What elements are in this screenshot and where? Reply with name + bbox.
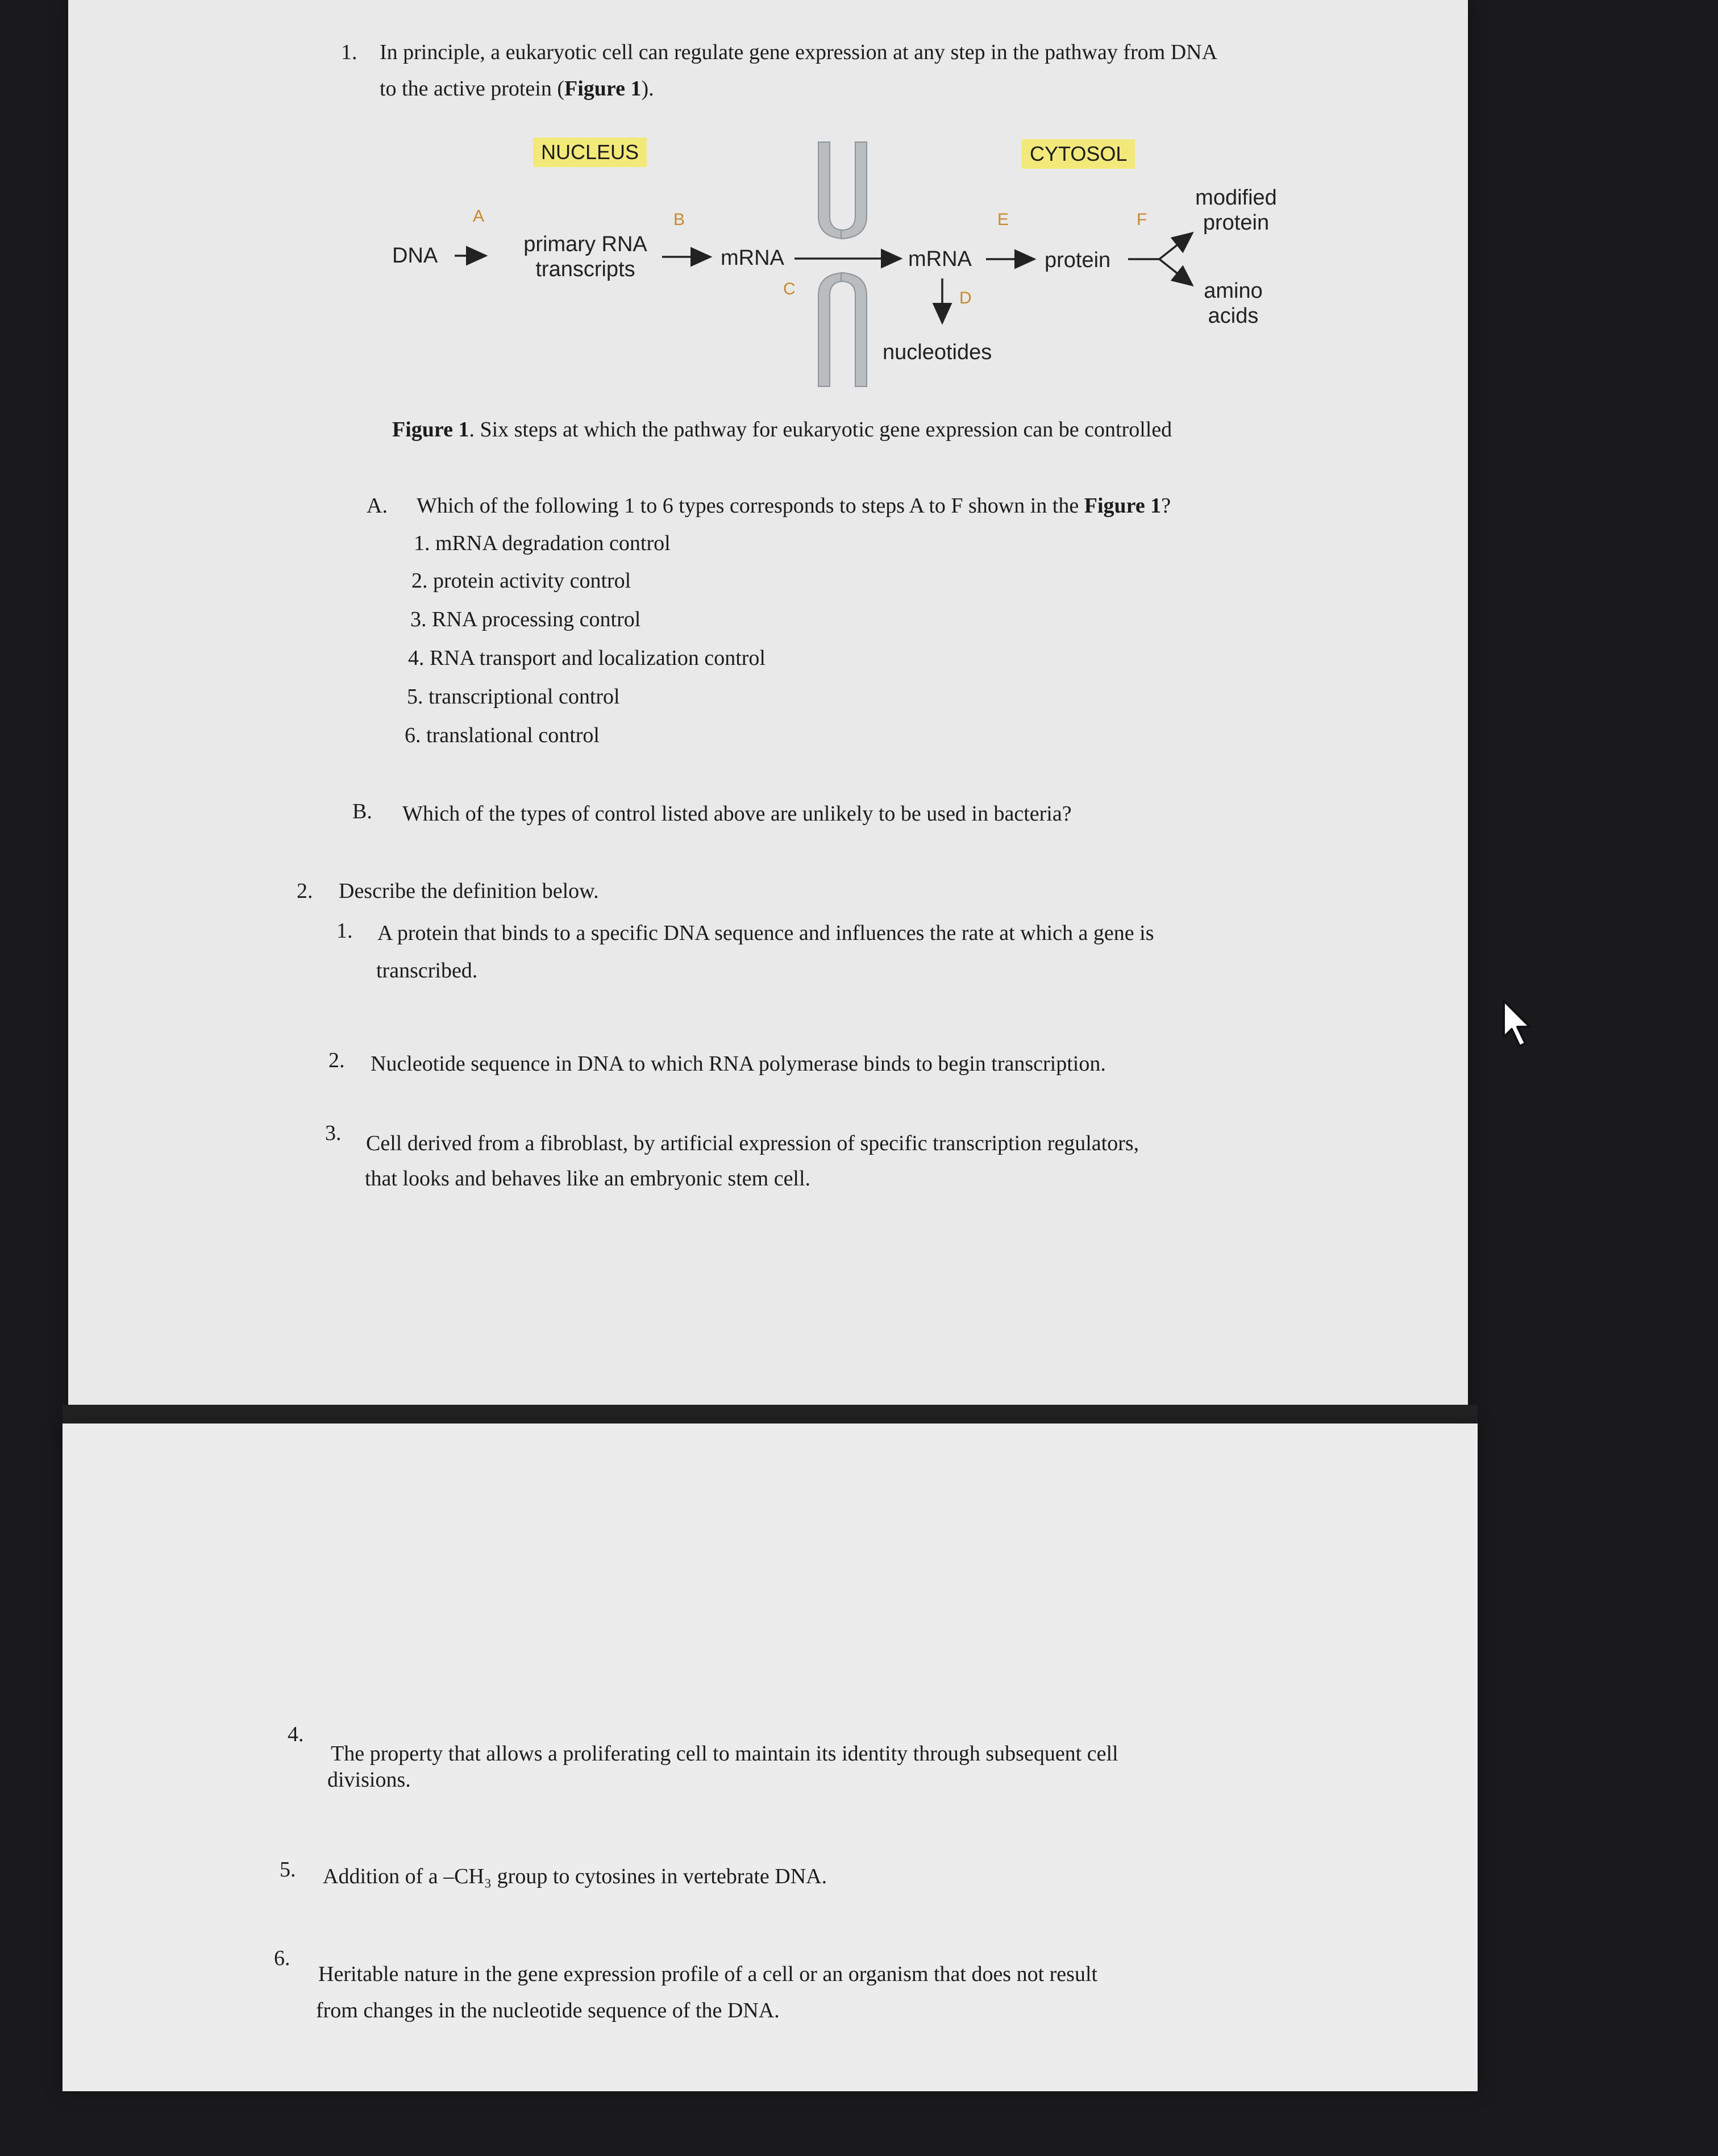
step-f-label: F [1137, 210, 1147, 229]
definition-text-line1: A protein that binds to a specific DNA sequence and influences the rate at which a gene is [377, 921, 1154, 945]
option-item: 5. transcriptional control [407, 685, 620, 709]
definition-text-line1: The property that allows a proliferating cell to maintain its identity through subsequent cell [331, 1742, 1118, 1766]
nucleus-label: NUCLEUS [533, 138, 647, 167]
step-b-label: B [673, 210, 685, 229]
part-a-letter: A. [367, 494, 388, 518]
arrow-to-modified-protein [1159, 233, 1192, 259]
definition-number: 4. [288, 1722, 304, 1746]
definition-text-line1: Nucleotide sequence in DNA to which RNA polymerase binds to begin transcription. [371, 1052, 1106, 1076]
option-item: 2. protein activity control [411, 569, 631, 593]
part-a-question: Which of the following 1 to 6 types corresponds to steps A to F shown in the Figure 1? [417, 494, 1171, 518]
step-a-label: A [473, 207, 485, 226]
option-item: 6. translational control [405, 723, 600, 747]
step-c-label: C [783, 280, 796, 298]
definition-text-line2: from changes in the nucleotide sequence of the DNA. [316, 1999, 780, 2022]
definition-text-line1: Cell derived from a fibroblast, by artificial expression of specific transcription regulators, [366, 1131, 1139, 1155]
arrow-to-amino-acids [1159, 259, 1192, 285]
definition-number: 6. [274, 1946, 290, 1970]
q1-number: 1. [341, 40, 357, 64]
definition-text-line1: Heritable nature in the gene expression profile of a cell or an organism that does not result [318, 1962, 1098, 1986]
q2-number: 2. [297, 879, 313, 903]
q1-text-line1: In principle, a eukaryotic cell can regulate gene expression at any step in the pathway from DNA [380, 40, 1218, 64]
option-item: 3. RNA processing control [410, 607, 641, 631]
definition-text-line2: that looks and behaves like an embryonic stem cell. [365, 1167, 811, 1191]
definition-text-line2: transcribed. [376, 959, 478, 983]
definition-number: 3. [325, 1121, 342, 1145]
nuclear-pore-icon [818, 142, 867, 386]
part-b-question: Which of the types of control listed above are unlikely to be used in bacteria? [402, 802, 1072, 826]
diagram-arrows [0, 0, 1718, 455]
definition-number: 1. [336, 919, 353, 943]
part-b-letter: B. [352, 800, 372, 823]
primary-rna-label: primary RNA transcripts [523, 232, 647, 281]
amino-acids-label: amino acids [1204, 279, 1263, 328]
dna-label: DNA [392, 244, 438, 268]
definition-text-line1: Addition of a –CH₃ group to cytosines in vertebrate DNA. [323, 1864, 827, 1888]
step-d-label: D [959, 289, 972, 307]
mrna-cytosol-label: mRNA [908, 247, 972, 271]
mrna-nucleus-label: mRNA [721, 246, 784, 270]
figure-caption: Figure 1. Six steps at which the pathway for eukaryotic gene expression can be controlled [392, 418, 1172, 442]
nucleotides-label: nucleotides [883, 340, 992, 364]
cytosol-label: CYTOSOL [1022, 139, 1135, 169]
definition-number: 5. [280, 1858, 296, 1882]
q2-title: Describe the definition below. [339, 879, 599, 903]
mouse-pointer-icon [1500, 997, 1540, 1051]
step-e-label: E [997, 210, 1009, 229]
option-item: 1. mRNA degradation control [414, 531, 671, 555]
option-item: 4. RNA transport and localization control [408, 646, 766, 670]
q1-text-line2: to the active protein (Figure 1). [380, 77, 654, 101]
modified-protein-label: modified protein [1195, 186, 1277, 235]
definition-text-line2: divisions. [327, 1768, 411, 1792]
protein-label: protein [1045, 248, 1111, 272]
definition-number: 2. [328, 1048, 345, 1072]
